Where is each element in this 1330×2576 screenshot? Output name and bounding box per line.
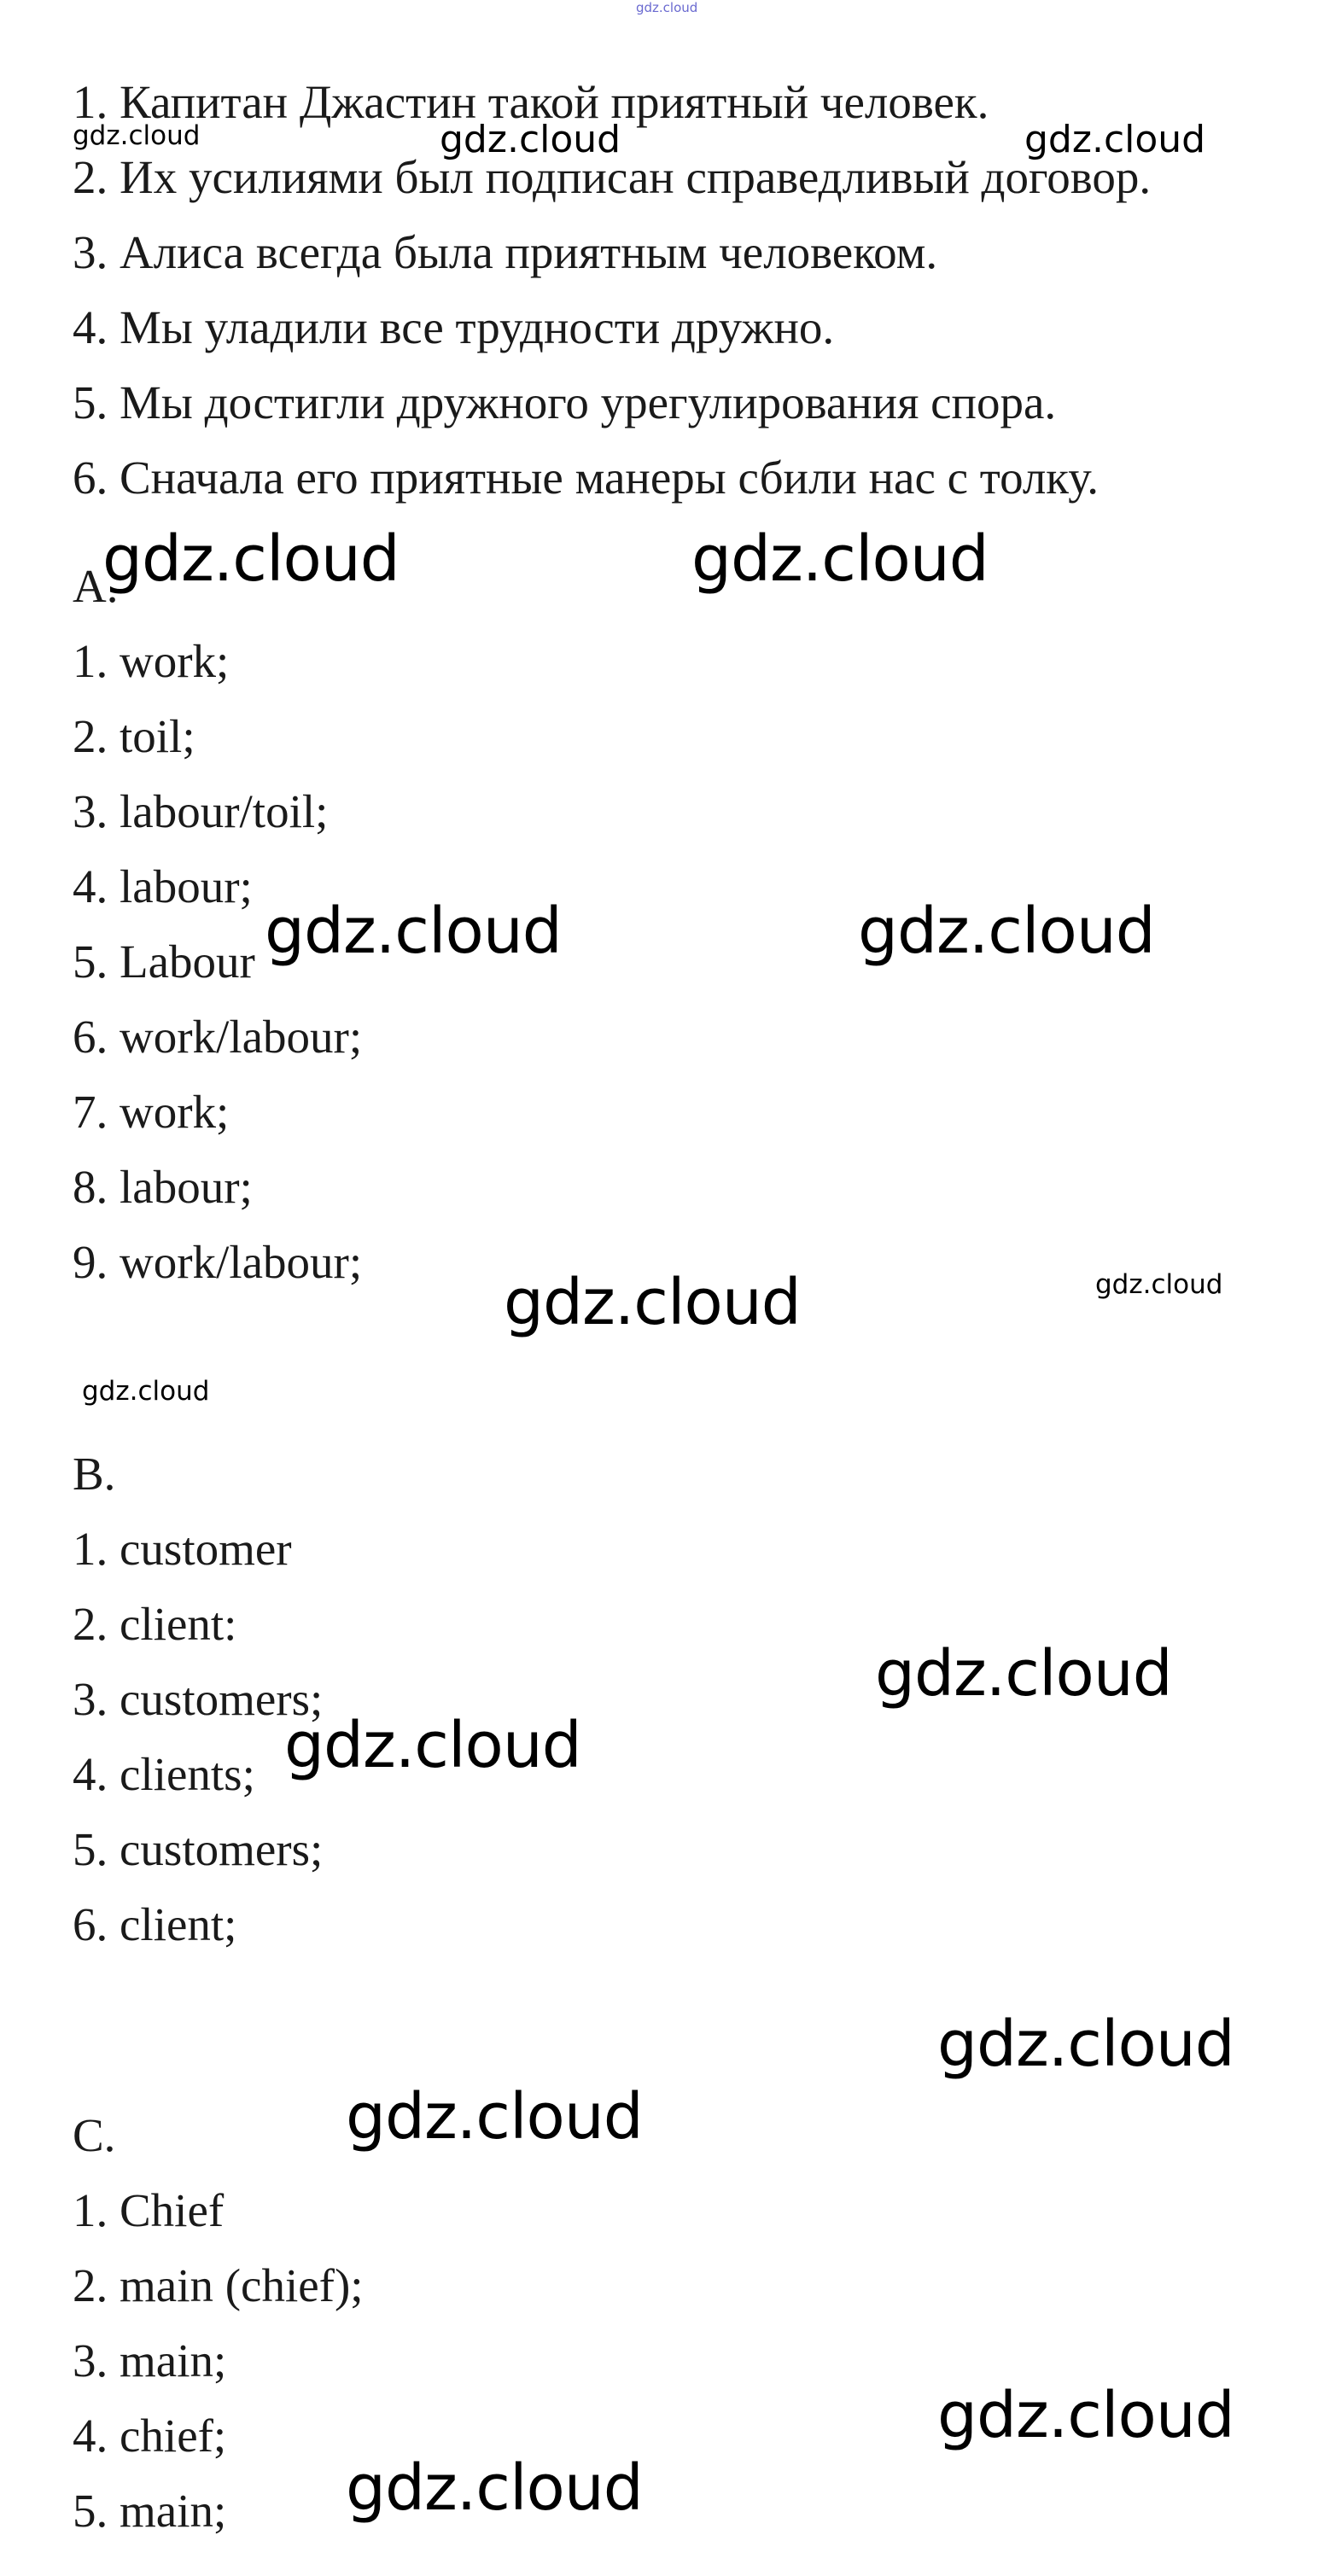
watermark: gdz.cloud [937,2008,1234,2081]
sentence-3: 3. Алиса всегда была приятным человеком. [73,226,938,278]
section-c-item: 3. main; [73,2334,227,2387]
section-b-item: 3. customers; [73,1673,324,1725]
section-c-heading: C. [73,2109,116,2161]
section-b-item: 6. client; [73,1898,237,1950]
watermark: gdz.cloud [875,1637,1172,1711]
section-c-item: 4. chief; [73,2410,227,2462]
section-a-item: 4. labour; [73,860,253,912]
section-a-item: 5. Labour [73,935,255,988]
watermark: gdz.cloud [265,895,562,968]
section-b-item: 4. clients; [73,1748,255,1800]
watermark: gdz.cloud [102,522,400,596]
sentence-2: 2. Их усилиями был подписан справедливый договор. [73,151,1152,203]
sentence-4: 4. Мы уладили все трудности дружно. [73,301,835,353]
section-c-item: 1. Chief [73,2184,225,2236]
section-b-item: 5. customers; [73,1823,324,1875]
section-a-item: 2. toil; [73,710,195,762]
section-a-item: 3. labour/toil; [73,785,329,837]
section-a-item: 1. work; [73,635,230,687]
section-a-heading: A. [73,560,119,612]
watermark: gdz.cloud [1095,1269,1223,1300]
watermark: gdz.cloud [82,1376,210,1407]
watermark: gdz.cloud [346,2451,643,2525]
watermark: gdz.cloud [504,1266,801,1339]
watermark: gdz.cloud [73,120,201,151]
header-watermark: gdz.cloud [636,0,698,15]
watermark: gdz.cloud [284,1709,581,1782]
section-b-item: 2. client: [73,1598,237,1650]
section-b-item: 1. customer [73,1523,292,1575]
section-c-item: 5. main; [73,2485,227,2537]
section-a-item: 8. labour; [73,1161,253,1213]
watermark: gdz.cloud [346,2080,643,2153]
section-c-item: 2. main (chief); [73,2259,364,2311]
sentence-5: 5. Мы достигли дружного урегулирования спора. [73,376,1057,428]
watermark: gdz.cloud [691,522,989,596]
sentence-6: 6. Сначала его приятные манеры сбили нас с толку. [73,452,1099,504]
section-a-item: 6. work/labour; [73,1011,363,1063]
section-a-item: 9. work/labour; [73,1236,363,1288]
watermark: gdz.cloud [858,895,1155,968]
watermark: gdz.cloud [1024,118,1206,161]
section-a-item: 7. work; [73,1086,230,1138]
sentence-1: 1. Капитан Джастин такой приятный человек. [73,76,989,128]
section-b-heading: B. [73,1448,116,1500]
watermark: gdz.cloud [937,2379,1234,2452]
watermark: gdz.cloud [440,118,621,161]
